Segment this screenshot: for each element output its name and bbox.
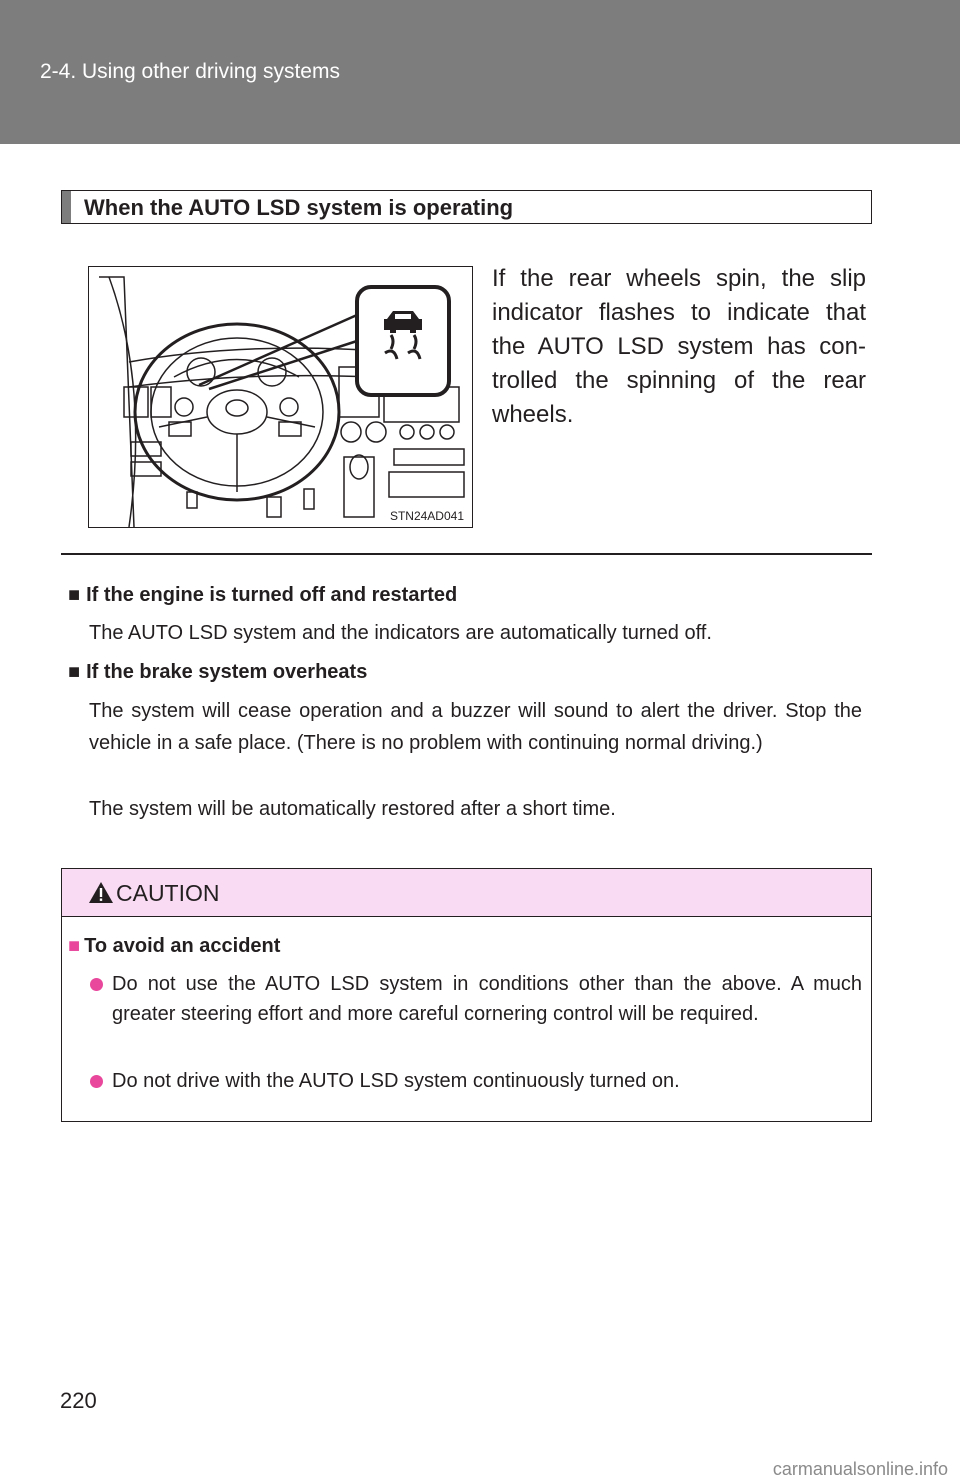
note-heading-text: If the brake system overheats [86,661,368,683]
caution-bullet-text: Do not use the AUTO LSD system in conditions other than the above. A much greater steering effort and more careful cornering control will be required. [112,973,862,1025]
divider [61,553,872,555]
intro-text: If the rear wheels spin, the slip indicator flashes to indicate that the AUTO LSD system has con-trolled the spinning of the rear wheels. [492,265,866,428]
note-heading [68,584,457,607]
bullet-dot-icon [90,978,103,991]
note-heading-text: If the engine is turned off and restarted [86,584,458,606]
note-body: The system will cease operation and a buzzer will sound to alert the driver. Stop the vehicle in a safe place. (There is no problem with continuing normal driving.) [89,700,862,754]
caution-title: CAUTION [116,880,220,906]
caution-box [61,868,872,1122]
dashboard-illustration [89,267,473,528]
caution-bullet [90,969,862,1029]
dashboard-figure [88,266,473,528]
bullet-dot-icon [90,1075,103,1088]
watermark: carmanualsonline.info [772,1459,948,1479]
note-heading [68,661,367,684]
caution-subheading-text: To avoid an accident [84,935,281,957]
square-bullet-icon: ■ [68,935,81,957]
figure-code: STN24AD041 [389,509,464,523]
warning-icon [88,881,114,904]
section-heading [61,190,872,224]
section-path: 2-4. Using other driving systems [40,60,340,83]
section-title: When the AUTO LSD system is operating [84,195,514,220]
page-header-band [0,0,960,144]
square-bullet-icon: ■ [68,661,81,683]
note-body: The AUTO LSD system and the indicators are automatically turned off. [89,622,712,644]
caution-header [62,869,871,917]
heading-bar [62,191,71,223]
caution-subheading [68,935,280,958]
square-bullet-icon: ■ [68,584,81,606]
note-body: The system will be automatically restored after a short time. [89,798,616,820]
caution-bullet-text: Do not drive with the AUTO LSD system continuously turned on. [112,1070,680,1092]
page-number: 220 [60,1388,97,1413]
caution-bullet [90,1066,862,1096]
